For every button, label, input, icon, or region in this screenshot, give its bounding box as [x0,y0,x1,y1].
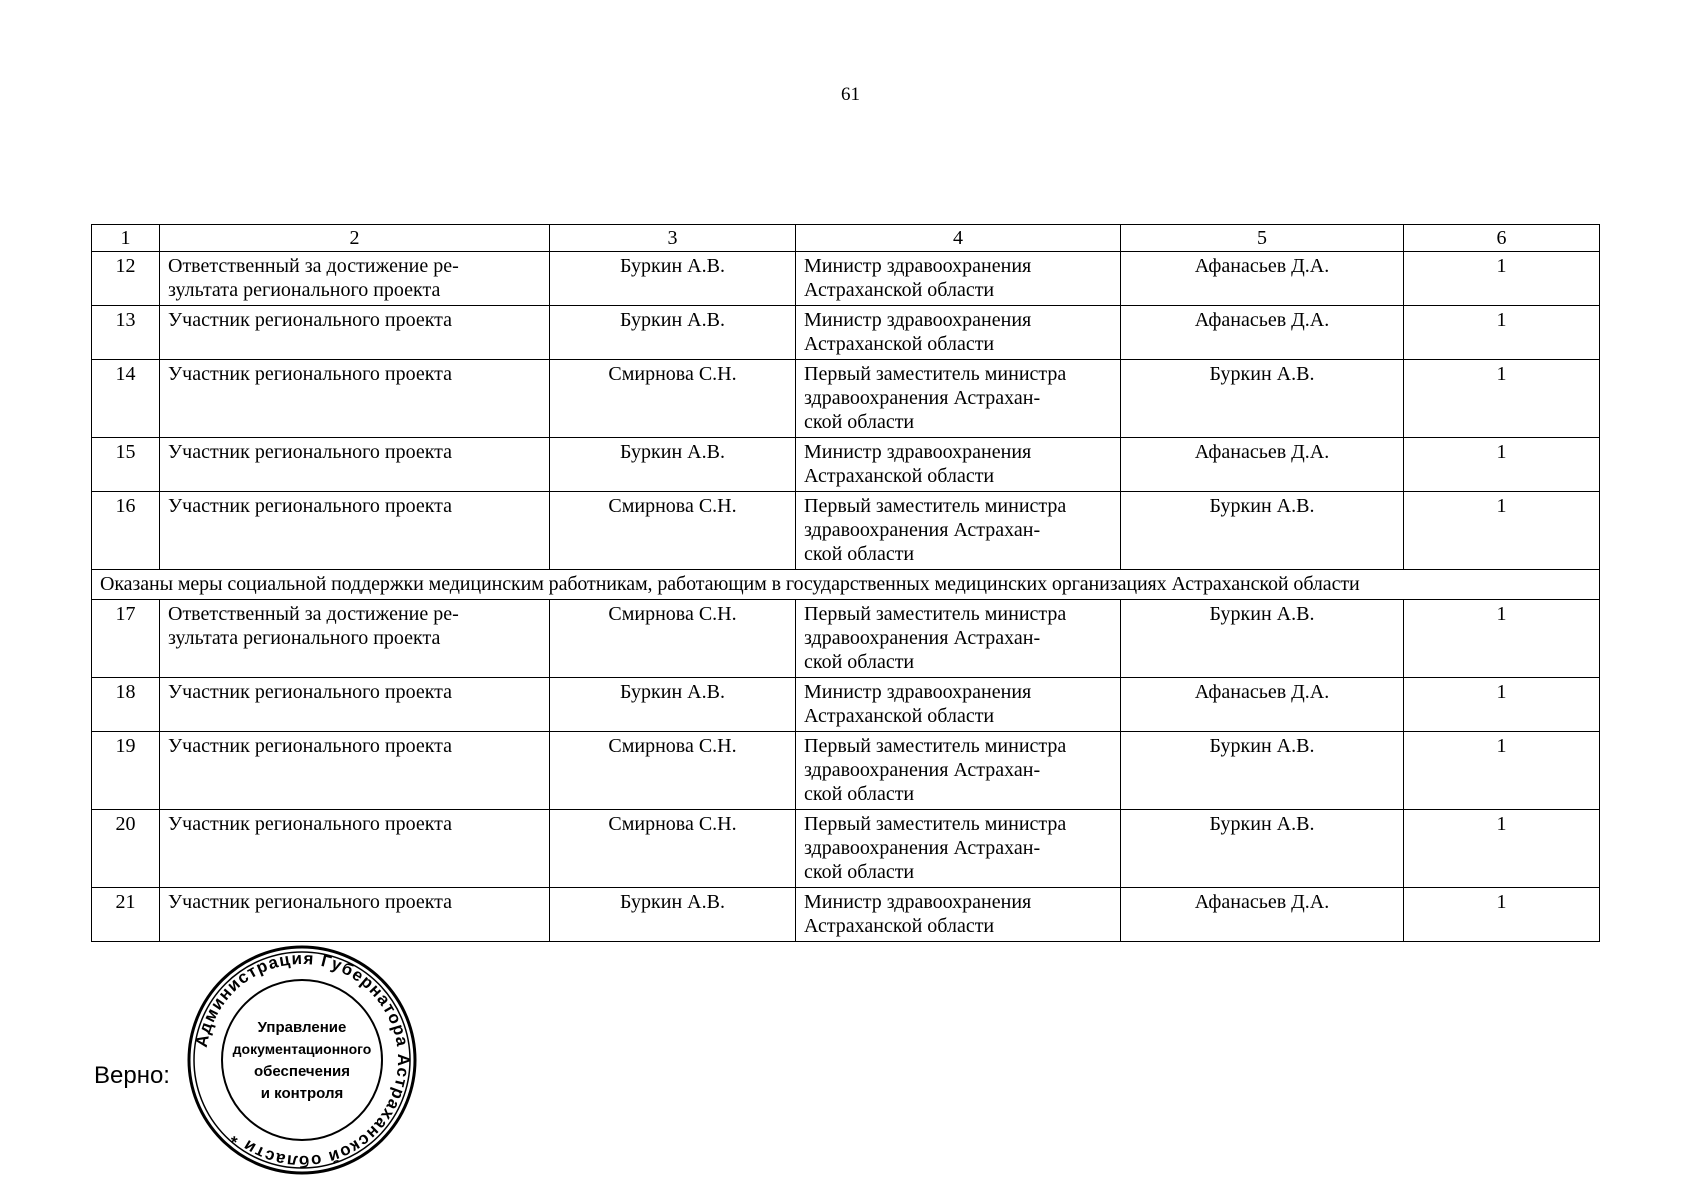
column-header: 2 [160,225,550,252]
workload-value: 1 [1404,678,1600,732]
responsible-person: Буркин А.В. [550,306,796,360]
seal-inner-line: обеспечения [253,1063,351,1080]
project-role: Участник регионального проекта [160,678,550,732]
table-row [92,810,1600,888]
project-role: Участник регионального проекта [160,438,550,492]
column-header: 1 [92,225,160,252]
supervisor-name: Афанасьев Д.А. [1121,306,1404,360]
workload-value: 1 [1404,888,1600,942]
column-header: 4 [796,225,1121,252]
table-row [92,306,1600,360]
workload-value: 1 [1404,732,1600,810]
table-row [92,252,1600,306]
project-role: Участник регионального проекта [160,360,550,438]
row-number: 16 [92,492,160,570]
responsible-person: Буркин А.В. [550,678,796,732]
row-number: 14 [92,360,160,438]
workload-value: 1 [1404,252,1600,306]
responsible-person: Смирнова С.Н. [550,732,796,810]
workload-value: 1 [1404,438,1600,492]
column-number-header-row [92,225,1600,252]
table-row [92,600,1600,678]
supervisor-name: Афанасьев Д.А. [1121,678,1404,732]
row-number: 12 [92,252,160,306]
table-row [92,888,1600,942]
section-title: Оказаны меры социальной поддержки медицинским работникам, работающим в государственных медицинских организациях Астраханской области [92,570,1600,600]
workload-value: 1 [1404,600,1600,678]
section-row [92,570,1600,600]
official-seal-stamp [186,944,418,1176]
project-role: Ответственный за достижение ре- зультата регионального проекта [160,252,550,306]
row-number: 15 [92,438,160,492]
seal-inner-line: и контроля [260,1085,344,1102]
table-row [92,678,1600,732]
person-position: Первый заместитель министра здравоохранения Астрахан- ской области [796,492,1121,570]
workload-value: 1 [1404,306,1600,360]
supervisor-name: Буркин А.В. [1121,810,1404,888]
row-number: 13 [92,306,160,360]
responsible-person: Смирнова С.Н. [550,492,796,570]
responsible-person: Буркин А.В. [550,438,796,492]
person-position: Первый заместитель министра здравоохранения Астрахан- ской области [796,600,1121,678]
supervisor-name: Афанасьев Д.А. [1121,438,1404,492]
project-role: Участник регионального проекта [160,888,550,942]
supervisor-name: Афанасьев Д.А. [1121,252,1404,306]
table-row [92,438,1600,492]
row-number: 18 [92,678,160,732]
table-row [92,732,1600,810]
project-role: Участник регионального проекта [160,306,550,360]
responsible-person: Смирнова С.Н. [550,810,796,888]
person-position: Министр здравоохранения Астраханской области [796,678,1121,732]
person-position: Министр здравоохранения Астраханской области [796,888,1121,942]
responsible-person: Смирнова С.Н. [550,600,796,678]
row-number: 21 [92,888,160,942]
seal-inner-line: Управление [257,1019,347,1036]
responsible-person: Буркин А.В. [550,252,796,306]
person-position: Министр здравоохранения Астраханской области [796,438,1121,492]
row-number: 17 [92,600,160,678]
supervisor-name: Буркин А.В. [1121,360,1404,438]
responsible-person: Смирнова С.Н. [550,360,796,438]
project-role: Ответственный за достижение ре- зультата регионального проекта [160,600,550,678]
project-role: Участник регионального проекта [160,732,550,810]
page-number: 61 [841,84,860,105]
person-position: Первый заместитель министра здравоохранения Астрахан- ской области [796,732,1121,810]
person-position: Первый заместитель министра здравоохранения Астрахан- ской области [796,360,1121,438]
workload-value: 1 [1404,810,1600,888]
table-row [92,360,1600,438]
column-header: 6 [1404,225,1600,252]
column-header: 5 [1121,225,1404,252]
row-number: 19 [92,732,160,810]
supervisor-name: Буркин А.В. [1121,732,1404,810]
person-position: Первый заместитель министра здравоохранения Астрахан- ской области [796,810,1121,888]
supervisor-name: Буркин А.В. [1121,492,1404,570]
workload-value: 1 [1404,492,1600,570]
seal-inner-line: документационного [232,1041,372,1057]
supervisor-name: Буркин А.В. [1121,600,1404,678]
workload-value: 1 [1404,360,1600,438]
certified-label: Верно: [94,1062,170,1089]
supervisor-name: Афанасьев Д.А. [1121,888,1404,942]
responsible-person: Буркин А.В. [550,888,796,942]
person-position: Министр здравоохранения Астраханской области [796,252,1121,306]
seal-outer-text: Администрация Губернатора Астраханской области * [191,948,414,1172]
project-role: Участник регионального проекта [160,492,550,570]
project-role: Участник регионального проекта [160,810,550,888]
row-number: 20 [92,810,160,888]
table-row [92,492,1600,570]
column-header: 3 [550,225,796,252]
responsibility-table [91,224,1600,942]
person-position: Министр здравоохранения Астраханской области [796,306,1121,360]
